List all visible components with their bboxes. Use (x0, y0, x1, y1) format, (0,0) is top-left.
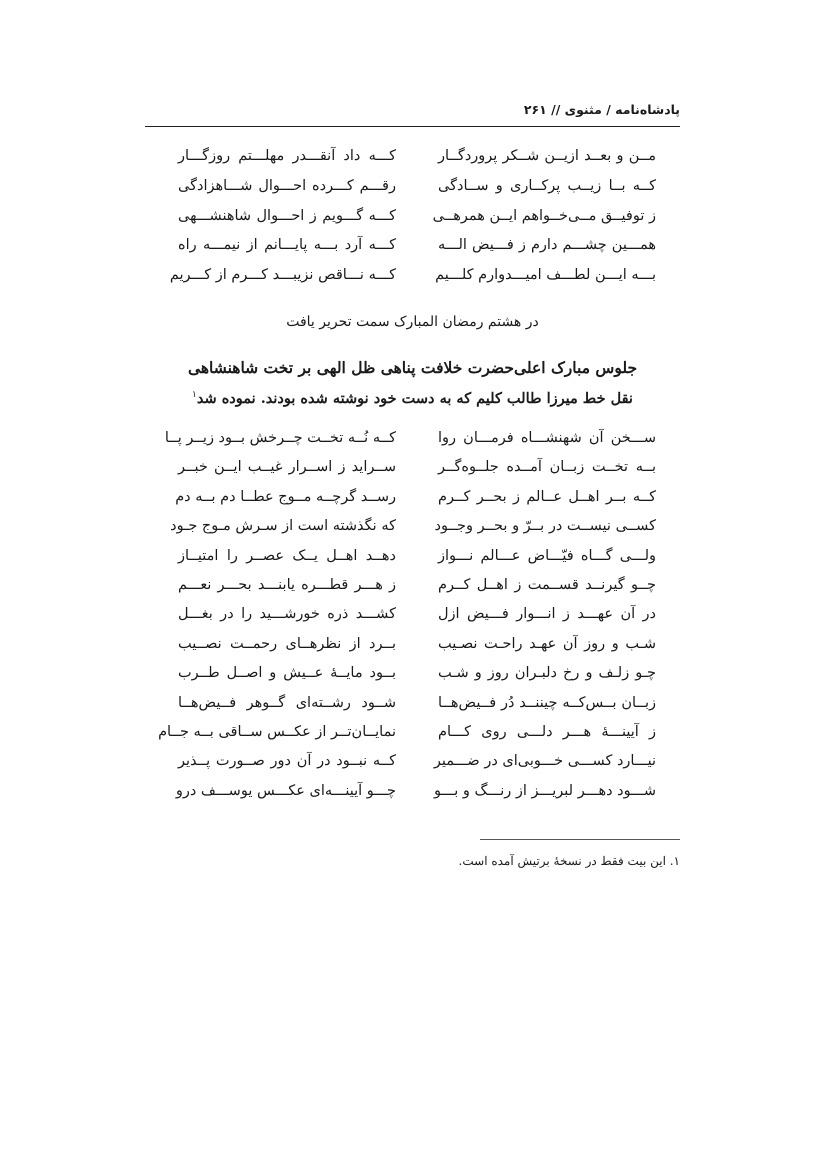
couplet (178, 172, 656, 202)
couplet (178, 689, 656, 718)
footnote-marker[interactable]: ۱ (192, 390, 197, 401)
hemistich-second: رقـــم کـــرده احـــوال شـــاهزادگی (178, 177, 396, 194)
hemistich-first: در آن عهـــد ز انـــوار فـــیض ازل (438, 606, 656, 623)
hemistich-second: کـــه داد آنقـــدر مهلـــتم روزگـــار (178, 148, 396, 164)
hemistich-first: ســـخن آن شهنشـــاه فرمـــان روا (438, 430, 656, 446)
hemistich-first: چــو گیرنــد قســمت ز اهــل کــرم (438, 576, 656, 593)
hemistich-first: مــن و بعــد ازیــن شــکر پروردگــار (438, 148, 656, 164)
hemistich-second: که نگذشته است از سـرش مـوج جـود (170, 518, 396, 535)
hemistich-second: کـــه نـــاقص نزیبـــد کـــرم از کـــریم (169, 267, 396, 284)
couplet (164, 424, 656, 453)
hemistich-first: زبــان بــس‌کــه چیننــد دُر فــیض‌هــا (438, 694, 656, 711)
hemistich-first: کــه بــر اهــل عــالم ز بحــر کــرم (438, 488, 656, 505)
hemistich-first: چـو زلـف و رخ دلبـران روز و شـب (438, 665, 656, 682)
footnote-divider (480, 839, 680, 840)
section-title-line-1: جلوس مبارک اعلی‌حضرت خلافت پناهی ظل الهی بر تخت شاهنشاهی (187, 358, 638, 377)
hemistich-second: کـــه آرد بـــه پایـــانم از نیمـــه راه (178, 237, 396, 254)
hemistich-second: کــه نُــه تخــت چــرخش بــود زیــر پــا (164, 430, 396, 446)
hemistich-second: چـــو آیینـــه‌ای عکـــس یوســـف درو (175, 782, 396, 799)
hemistich-first: بـــه ایـــن لطـــف امیـــدوارم کلـــیم (435, 267, 656, 284)
hemistich-first: شـــود دهـــر لبریـــز از رنـــگ و بـــو (434, 782, 656, 799)
hemistich-second: کشـــد ذره خورشـــید را در بغـــل (178, 606, 396, 623)
hemistich-first: ز آیینـــهٔ هـــر دلـــی روی کـــام (438, 723, 656, 740)
date-note: در هشتم رمضان المبارک سمت تحریر یافت (286, 314, 539, 330)
section-title-text: نقل خط میرزا طالب کلیم که به دست خود نوشته شده بودند. نموده شد (196, 390, 633, 407)
poem-stanza-2 (158, 424, 656, 806)
couplet (178, 571, 656, 600)
hemistich-first: کســی نیســت در بــرّ و بحــر وجــود (434, 518, 656, 535)
couplet (178, 231, 656, 261)
hemistich-second: شــود رشــته‌ای گــوهر فــیض‌هــا (178, 694, 396, 711)
couplet (178, 659, 656, 688)
hemistich-second: ز هـــر قطـــره یابنـــد بحـــر نعـــم (178, 576, 396, 593)
hemistich-first: شـب و روز آن عهـد راحـت نصـیب (438, 635, 656, 652)
couplet (158, 718, 656, 747)
hemistich-first: ز توفیــق مــی‌خــواهم ایــن همرهــی (432, 207, 656, 224)
hemistich-second: نمایــان‌تــر از عکــس ســاقی بــه جــام (158, 723, 396, 740)
couplet (175, 777, 656, 806)
couplet (178, 453, 656, 482)
couplet (175, 483, 656, 512)
poem-stanza-1 (169, 142, 656, 291)
page-header (145, 100, 680, 127)
couplet (178, 630, 656, 659)
running-head: پادشاه‌نامه / مثنوی // ۲۶۱ (523, 102, 680, 117)
couplet (170, 512, 656, 541)
couplet (178, 142, 656, 172)
hemistich-second: کــه نبــود در آن دور صــورت پــذیر (178, 753, 396, 770)
hemistich-first: بــه تخــت زبــان آمــده جلــوه‌گــر (438, 459, 656, 476)
couplet (178, 747, 656, 776)
section-title-line-2 (145, 390, 680, 407)
hemistich-second: بــود مایــهٔ عــیش و اصــل طــرب (178, 665, 396, 682)
hemistich-second: دهــد اهــل یــک عصــر را امتیــاز (178, 547, 396, 564)
hemistich-first: کــه بــا زیــب پرکــاری و ســادگی (438, 177, 656, 194)
hemistich-first: نیـــارد کســـی خـــوبی‌ای در ضـــمیر (433, 753, 656, 770)
couplet (178, 600, 656, 629)
hemistich-second: کـــه گـــویم ز احـــوال شاهنشـــهی (178, 207, 396, 224)
couplet (169, 261, 656, 291)
couplet (178, 542, 656, 571)
hemistich-second: بــرد از نظرهــای رحمــت نصــیب (178, 635, 396, 652)
hemistich-second: ســراید ز اســرار غیــب ایــن خبــر (178, 459, 396, 476)
hemistich-second: رســد گرچــه مــوج عطــا دم بــه دم (175, 488, 396, 505)
hemistich-first: همـــین چشـــم دارم ز فـــیض الـــه (438, 237, 656, 254)
couplet (178, 202, 656, 232)
hemistich-first: ولـــی گـــاه فیّـــاض عـــالم نـــواز (438, 547, 656, 564)
footnote: ۱. این بیت فقط در نسخهٔ برتیش آمده است. (458, 854, 680, 868)
